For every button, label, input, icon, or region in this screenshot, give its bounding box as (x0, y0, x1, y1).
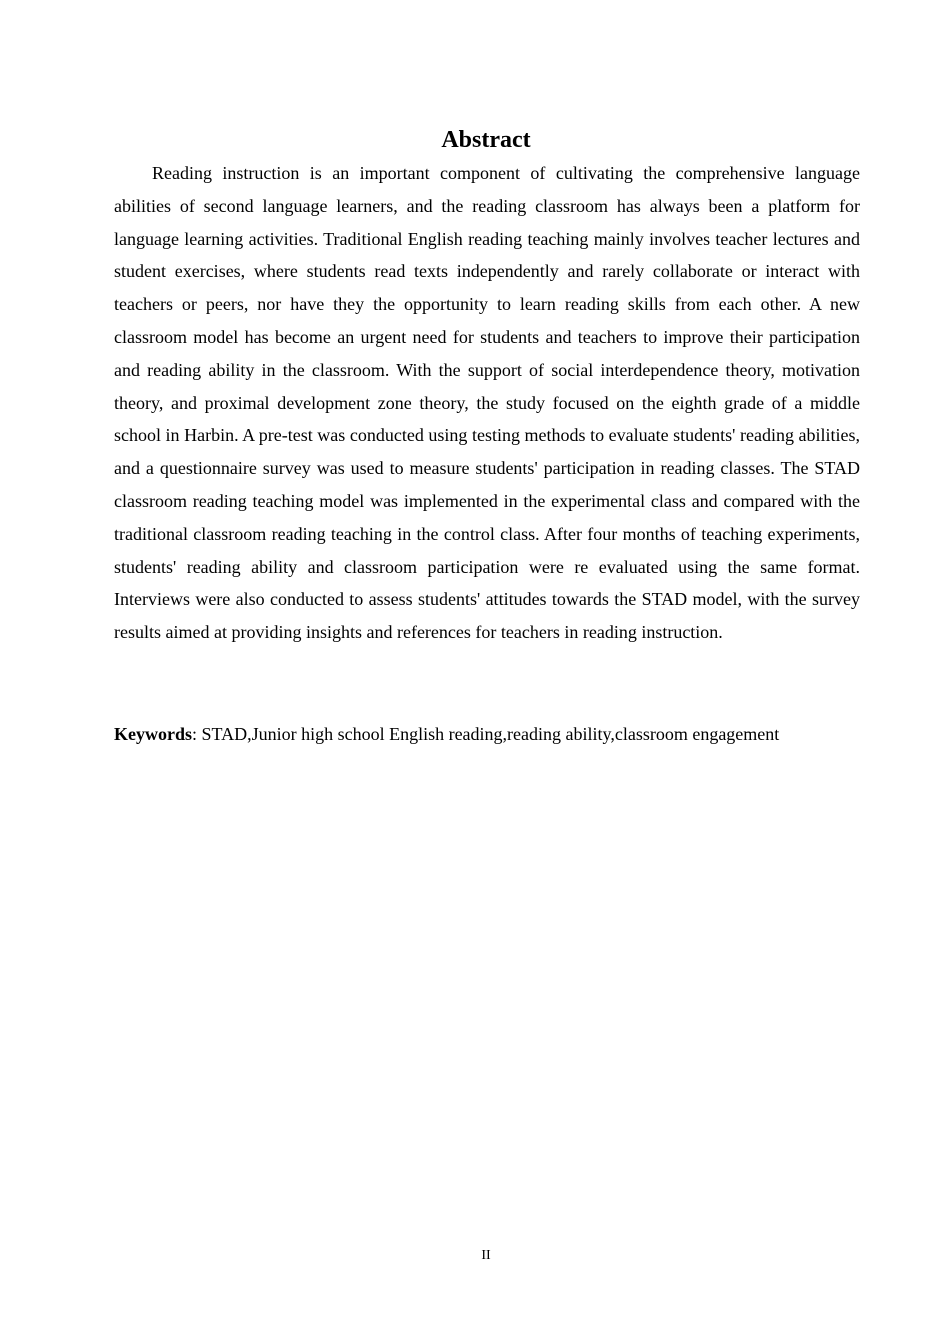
keywords-label: Keywords (114, 724, 192, 744)
keywords-separator: : (192, 724, 202, 744)
abstract-body: Reading instruction is an important component of cultivating the comprehensive language abilities of second language learners, and the reading classroom has always been a platform for language learning activities. Traditional English reading teaching mainly involves teacher lectures and student exercises, where students read texts independently and rarely collaborate or interact with teachers or peers, nor have they the opportunity to learn reading skills from each other. A new classroom model has become an urgent need for students and teachers to improve their participation and reading ability in the classroom. With the support of social interdependence theory, motivation theory, and proximal development zone theory, the study focused on the eighth grade of a middle school in Harbin. A pre-test was conducted using testing methods to evaluate students' reading abilities, and a questionnaire survey was used to measure students' participation in reading classes. The STAD classroom reading teaching model was implemented in the experimental class and compared with the traditional classroom reading teaching in the control class. After four months of teaching experiments, students' reading ability and classroom participation were re evaluated using the same format. Interviews were also conducted to assess students' attitudes towards the STAD model, with the survey results aimed at providing insights and references for teachers in reading instruction. (114, 163, 860, 643)
page-number: II (481, 1248, 491, 1263)
keywords-text: STAD,Junior high school English reading,reading ability,classroom engagement (201, 724, 780, 744)
abstract-title: Abstract (441, 127, 531, 153)
keywords-line (114, 720, 860, 748)
